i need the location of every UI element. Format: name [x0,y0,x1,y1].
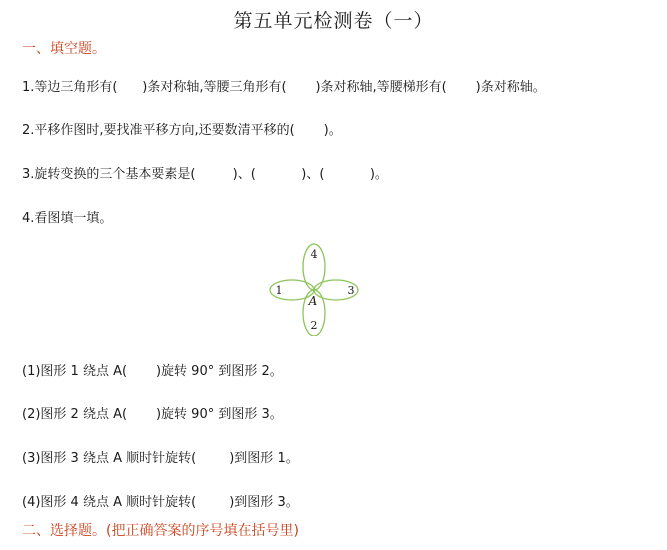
question-2: 2.平移作图时,要找准平移方向,还要数清平移的( )。 [22,123,342,138]
sub-question-1: (1)图形 1 绕点 A( )旋转 90° 到图形 2。 [22,364,283,379]
rotation-figure [266,240,362,336]
question-4: 4.看图填一填。 [22,211,113,226]
label-3: 3 [347,284,355,297]
question-1: 1.等边三角形有( )条对称轴,等腰三角形有( )条对称轴,等腰梯形有( )条对称轴。 [22,80,546,95]
sub-question-2: (2)图形 2 绕点 A( )旋转 90° 到图形 3。 [22,407,283,422]
section-multiple-choice-heading: 二、选择题。(把正确答案的序号填在括号里) [22,523,299,539]
label-2: 2 [310,319,318,332]
page-title: 第五单元检测卷（一） [233,10,434,32]
four-petal-diagram [266,240,362,336]
label-1: 1 [275,284,283,297]
label-4: 4 [310,248,318,261]
section-fill-in-heading: 一、填空题。 [22,41,106,57]
sub-question-3: (3)图形 3 绕点 A 顺时针旋转( )到图形 1。 [22,451,299,466]
label-point-a: A [308,294,318,308]
question-3: 3.旋转变换的三个基本要素是( )、( )、( )。 [22,167,388,182]
sub-question-4: (4)图形 4 绕点 A 顺时针旋转( )到图形 3。 [22,495,299,510]
